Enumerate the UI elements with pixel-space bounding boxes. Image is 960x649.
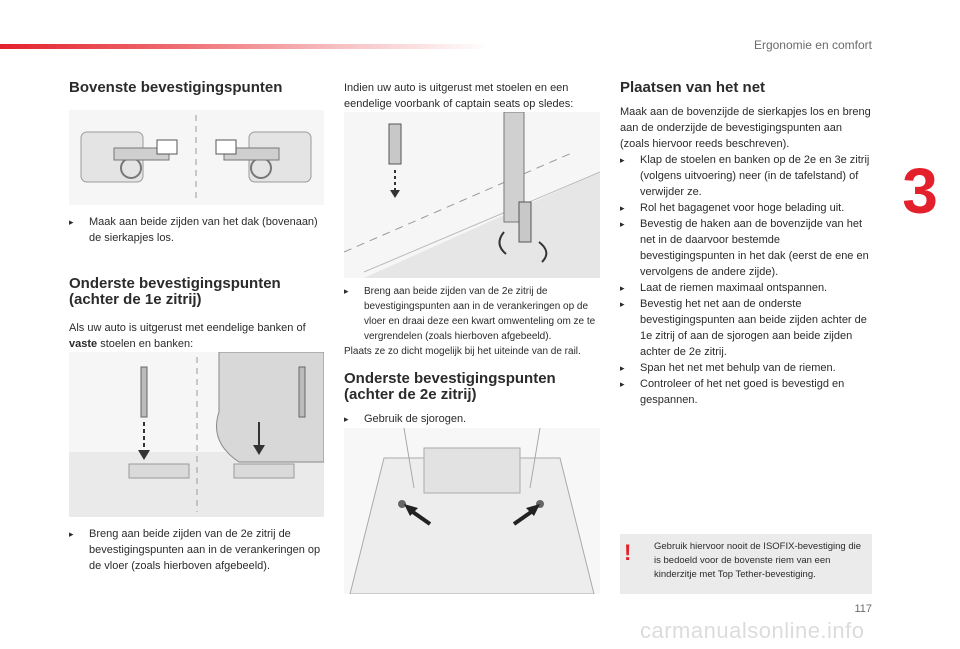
bullet-text: Gebruik de sjorogen. [364,413,467,425]
list-item [620,200,872,216]
list-item [620,152,872,200]
bullet-icon: ▸ [620,219,625,229]
list-item [620,216,872,280]
chapter-title: Ergonomie en comfort [753,38,872,52]
bullet-text: Controleer of het net goed is bevestigd en gespannen. [640,378,845,406]
paragraph-fixed-seats [69,320,324,352]
chapter-number-tab [900,155,940,227]
column-2-b [344,284,600,427]
bullet-text: Klap de stoelen en banken op de 2e en 3e zitrij (volgens uitvoering) neer (in de tafelstand) of verwijder ze. [640,154,870,198]
heading-net-placement: Plaatsen van het net [620,79,766,96]
bullet-icon: ▸ [620,379,625,389]
figure-floor-anchors-row1 [69,352,324,517]
list-item [344,411,600,427]
list-item [344,284,600,344]
paragraph-part: stoelen en banken: [97,338,194,350]
figure-sliding-rail [344,112,600,278]
bullet-icon: ▸ [69,529,74,539]
warning-box [620,534,872,594]
column-2 [344,80,600,112]
warning-text: Gebruik hiervoor nooit de ISOFIX-bevestiging die is bedoeld voor de bovenste riem van een kinderzitje met Top Tether-bevestiging. [654,541,861,580]
list-item [620,376,872,408]
bullet-text: Bevestig de haken aan de bovenzijde van het net in de daarvoor bestemde bevestigingspunten in het dak (eerst de ene en vervolgens de andere zijde). [640,218,869,278]
page-number: 117 [854,603,872,615]
bullet-icon: ▸ [620,363,625,373]
bullet-icon: ▸ [344,286,349,296]
header-accent-line [0,44,490,49]
paragraph-net-intro: Maak aan de bovenzijde de sierkapjes los en breng aan de onderzijde de bevestigingspunten aan (zoals hiervoor reeds beschreven). [620,106,871,150]
bullet-icon: ▸ [620,203,625,213]
column-1-b [69,214,324,352]
column-1-c [69,526,324,574]
column-3 [620,80,872,408]
list-item [620,280,872,296]
bullet-icon: ▸ [69,217,74,227]
bullet-icon: ▸ [344,414,349,424]
figure-lashing-eyes [344,428,600,594]
heading-lower-points-row2-line2: (achter de 2e zitrij) [344,386,477,403]
chapter-number: 3 [902,155,938,227]
bullet-text: Rol het bagagenet voor hoge belading uit. [640,202,845,214]
list-item [69,526,324,574]
heading-lower-points-row2-line1: Onderste bevestigingspunten [344,370,556,387]
heading-lower-points-row1-line1: Onderste bevestigingspunten [69,275,281,292]
bullet-icon: ▸ [620,155,625,165]
bullet-text: Breng aan beide zijden van de 2e zitrij de bevestigingspunten aan in de verankeringen op de vloer en draai deze een kwart omwenteling om ze te vergrendelen (zoals hierboven afgebeeld). [364,286,596,342]
warning-icon: ! [624,540,632,565]
heading-lower-points-row1-line2: (achter de 1e zitrij) [69,291,202,308]
paragraph-part: Als uw auto is uitgerust met eendelige banken of [69,322,306,334]
note-rail: Plaats ze zo dicht mogelijk bij het uiteinde van de rail. [344,346,581,357]
bullet-icon: ▸ [620,283,625,293]
bullet-icon: ▸ [620,299,625,309]
list-item [620,360,872,376]
bullet-text: Breng aan beide zijden van de 2e zitrij de bevestigingspunten aan in de verankeringen op de vloer (zoals hierboven afgebeeld). [89,528,321,572]
watermark: carmanualsonline.info [640,618,865,643]
bullet-text: Bevestig het net aan de onderste bevestigingspunten aan beide zijden achter de 1e zitrij of aan de sjorogen aan beide zijden achter de 2e zitrij. [640,298,867,358]
figure-roof-caps [69,110,324,205]
bullet-text: Span het net met behulp van de riemen. [640,362,836,374]
paragraph-bold: vaste [69,338,98,350]
bullet-text: Maak aan beide zijden van het dak (bovenaan) de sierkapjes los. [89,216,318,244]
list-item [69,214,324,246]
paragraph-sliding-seats: Indien uw auto is uitgerust met stoelen en een eendelige voorbank of captain seats op sledes: [344,82,574,110]
column-1 [69,80,324,96]
list-item [620,296,872,360]
heading-upper-points: Bovenste bevestigingspunten [69,79,283,96]
bullet-text: Laat de riemen maximaal ontspannen. [640,282,828,294]
